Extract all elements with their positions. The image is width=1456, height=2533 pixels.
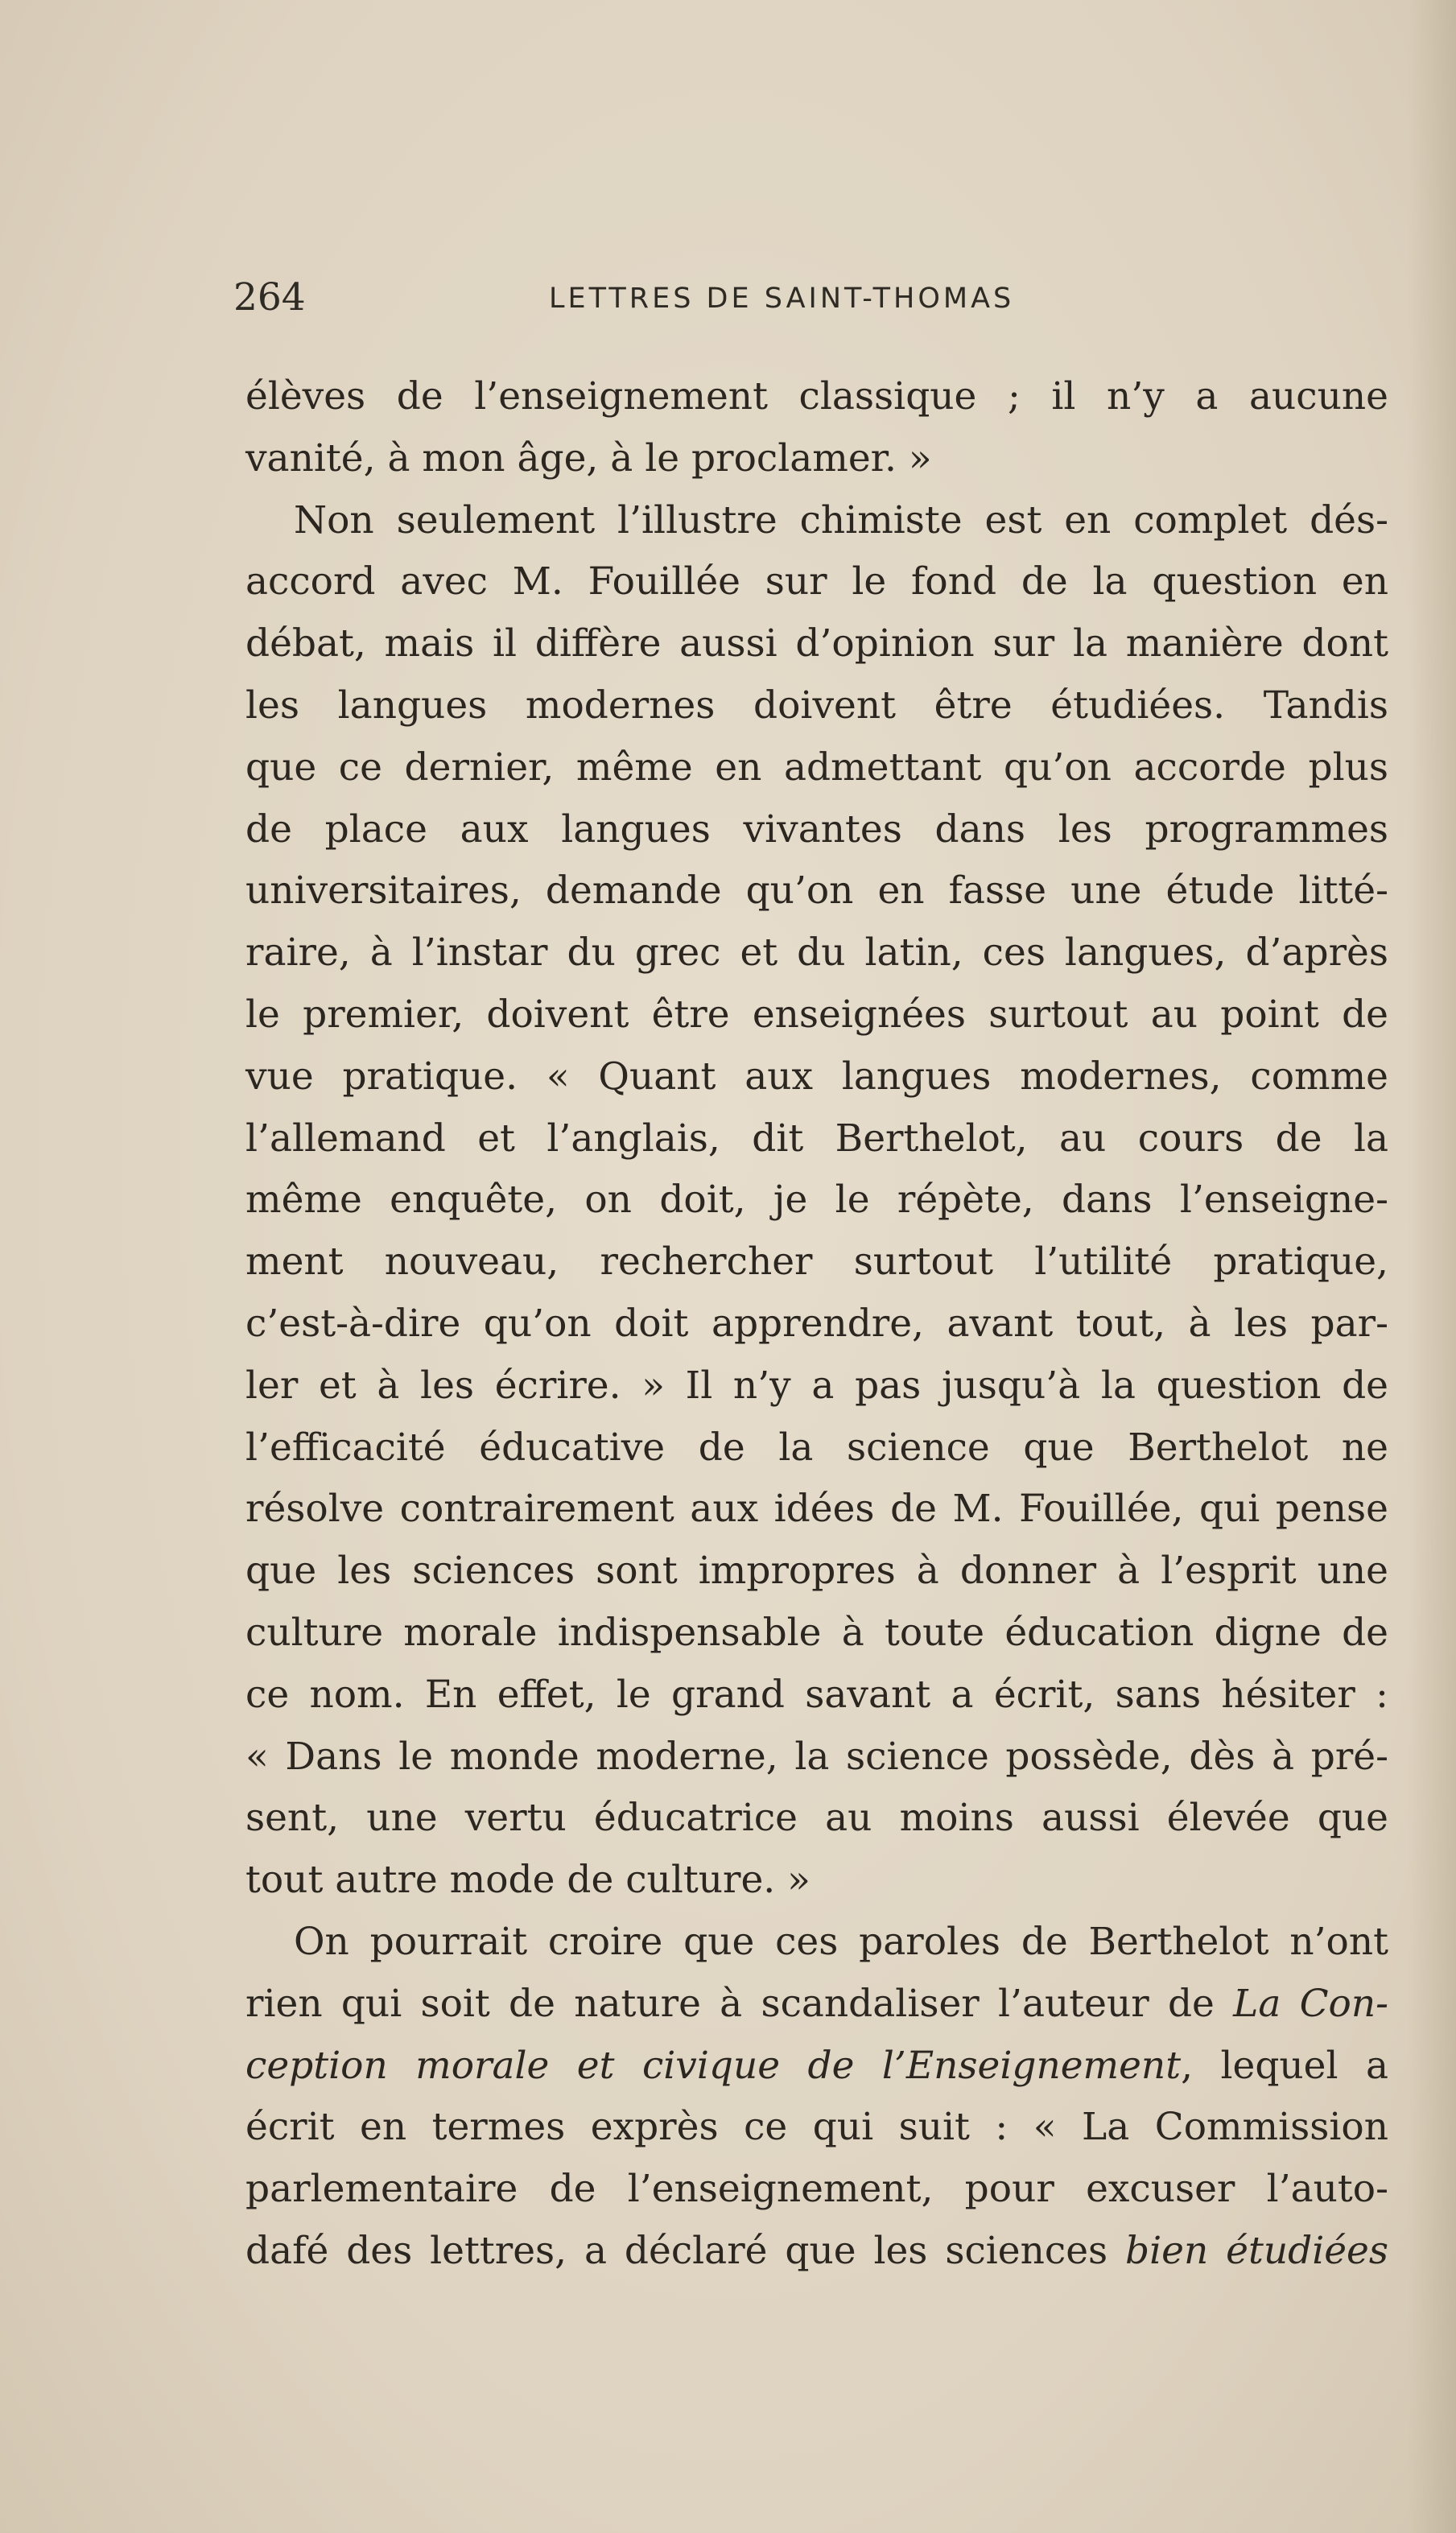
text-line: accord avec M. Fouillée sur le fond de la question en [245,559,1388,604]
text-line: tout autre mode de culture. » [245,1858,810,1903]
italic-book-title: La Con- [1233,1981,1388,2026]
italic-book-title: ception morale et civique de l’Enseignement [245,2043,1182,2088]
text-line: les langues modernes doivent être étudiées. Tandis [245,683,1388,728]
text-line: vanité, à mon âge, à le proclamer. » [245,435,932,481]
text-line: que ce dernier, même en admettant qu’on accorde plus [245,745,1388,790]
text-line: l’allemand et l’anglais, dit Berthelot, au cours de la [245,1116,1388,1161]
text-line [245,2036,1388,2098]
page-edge-shadow [1408,0,1456,2533]
text-line: c’est-à-dire qu’on doit apprendre, avant tout, à les par- [245,1301,1388,1346]
text-line: écrit en termes exprès ce qui suit : « La Commission [245,2105,1388,2150]
text-line: résolve contrairement aux idées de M. Fouillée, qui pense [245,1487,1388,1532]
text-line [245,2221,1388,2283]
body-text [245,366,1388,2283]
text-line: ler et à les écrire. » Il n’y a pas jusqu’à la question de [245,1363,1388,1408]
text-segment: rien qui soit de nature à scandaliser l’auteur de [245,1981,1234,2026]
text-segment: dafé des lettres, a déclaré que les sciences [245,2228,1126,2273]
text-line: de place aux langues vivantes dans les programmes [245,807,1388,852]
text-line: ment nouveau, rechercher surtout l’utilité pratique, [245,1240,1388,1285]
text-line: l’efficacité éducative de la science que Berthelot ne [245,1425,1388,1470]
text-line: le premier, doivent être enseignées surtout au point de [245,992,1388,1037]
text-line: vue pratique. « Quant aux langues modernes, comme [245,1054,1388,1099]
text-line [245,1974,1388,2036]
text-segment: , lequel a [1181,2043,1389,2088]
text-line: On pourrait croire que ces paroles de Berthelot n’ont [294,1919,1388,1964]
text-line: que les sciences sont impropres à donner à l’esprit une [245,1549,1388,1594]
text-line: culture morale indispensable à toute éducation digne de [245,1610,1388,1655]
text-line: élèves de l’enseignement classique ; il n’y a aucune [245,374,1388,419]
italic-emphasis: bien étudiées [1125,2228,1388,2273]
text-line: ce nom. En effet, le grand savant a écrit, sans hésiter : [245,1672,1388,1717]
text-line: « Dans le monde moderne, la science possède, dès à pré- [245,1734,1388,1779]
text-line: parlementaire de l’enseignement, pour excuser l’auto- [245,2167,1388,2212]
text-line: raire, à l’instar du grec et du latin, ces langues, d’après [245,930,1388,976]
page-number: 264 [233,275,306,320]
text-line: Non seulement l’illustre chimiste est en complet dés- [294,497,1388,542]
running-header [233,274,1119,322]
running-title: LETTRES DE SAINT-THOMAS [549,283,1015,315]
text-line: débat, mais il diffère aussi d’opinion sur la manière dont [245,621,1388,666]
text-line: sent, une vertu éducatrice au moins aussi élevée que [245,1796,1388,1841]
text-line: universitaires, demande qu’on en fasse une étude litté- [245,868,1388,914]
text-line: même enquête, on doit, je le répète, dans l’enseigne- [245,1178,1388,1223]
